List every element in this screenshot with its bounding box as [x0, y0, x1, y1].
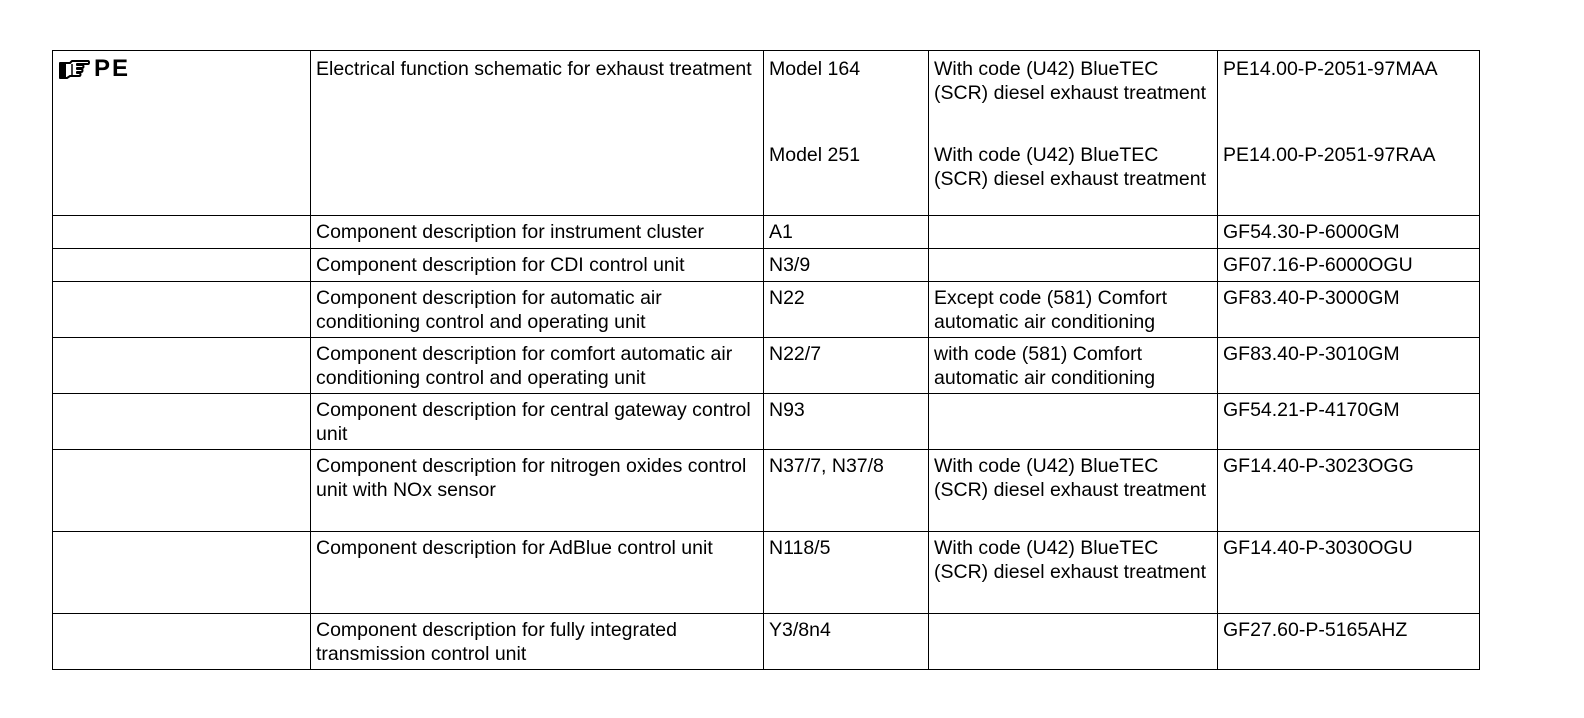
reference-cell	[53, 338, 311, 394]
description-cell: Component description for central gateway control unit	[311, 394, 764, 450]
reference-table	[52, 50, 1480, 670]
component-cell: N118/5	[764, 532, 929, 614]
component-cell: Model 164	[764, 51, 929, 139]
description-cell: Electrical function schematic for exhaust treatment	[311, 51, 764, 216]
document-cell: GF54.30-P-6000GM	[1218, 216, 1480, 249]
table-row	[53, 216, 1480, 249]
condition-cell	[929, 394, 1218, 450]
component-cell: N93	[764, 394, 929, 450]
document-cell: PE14.00-P-2051-97RAA	[1218, 139, 1480, 216]
component-cell: N37/7, N37/8	[764, 450, 929, 532]
table-row	[53, 394, 1480, 450]
reference-cell	[53, 450, 311, 532]
document-cell: GF27.60-P-5165AHZ	[1218, 614, 1480, 670]
table-row	[53, 532, 1480, 614]
description-cell: Component description for instrument cluster	[311, 216, 764, 249]
condition-cell: With code (U42) BlueTEC (SCR) diesel exhaust treatment	[929, 532, 1218, 614]
pointing-hand-icon	[58, 58, 90, 80]
reference-cell	[53, 51, 311, 216]
condition-cell: with code (581) Comfort automatic air conditioning	[929, 338, 1218, 394]
description-cell: Component description for AdBlue control unit	[311, 532, 764, 614]
document-cell: GF14.40-P-3030OGU	[1218, 532, 1480, 614]
document-cell: GF83.40-P-3000GM	[1218, 282, 1480, 338]
component-cell: A1	[764, 216, 929, 249]
condition-cell: With code (U42) BlueTEC (SCR) diesel exhaust treatment	[929, 139, 1218, 216]
reference-marker	[58, 55, 130, 83]
component-cell: Model 251	[764, 139, 929, 216]
table-row	[53, 51, 1480, 139]
document-cell: PE14.00-P-2051-97MAA	[1218, 51, 1480, 139]
table-row	[53, 450, 1480, 532]
condition-cell: With code (U42) BlueTEC (SCR) diesel exhaust treatment	[929, 51, 1218, 139]
condition-cell	[929, 216, 1218, 249]
component-cell: N22	[764, 282, 929, 338]
reference-cell	[53, 216, 311, 249]
reference-cell	[53, 532, 311, 614]
document-cell: GF83.40-P-3010GM	[1218, 338, 1480, 394]
reference-cell	[53, 394, 311, 450]
document-cell: GF54.21-P-4170GM	[1218, 394, 1480, 450]
table-row	[53, 614, 1480, 670]
condition-cell: With code (U42) BlueTEC (SCR) diesel exhaust treatment	[929, 450, 1218, 532]
table-row	[53, 282, 1480, 338]
description-cell: Component description for nitrogen oxides control unit with NOx sensor	[311, 450, 764, 532]
description-cell: Component description for CDI control unit	[311, 249, 764, 282]
document-cell: GF14.40-P-3023OGG	[1218, 450, 1480, 532]
component-cell: N22/7	[764, 338, 929, 394]
table-row	[53, 249, 1480, 282]
condition-cell	[929, 249, 1218, 282]
reference-cell	[53, 282, 311, 338]
description-cell: Component description for automatic air conditioning control and operating unit	[311, 282, 764, 338]
document-cell: GF07.16-P-6000OGU	[1218, 249, 1480, 282]
component-cell: N3/9	[764, 249, 929, 282]
condition-cell: Except code (581) Comfort automatic air conditioning	[929, 282, 1218, 338]
reference-cell	[53, 249, 311, 282]
description-cell: Component description for comfort automatic air conditioning control and operating unit	[311, 338, 764, 394]
component-cell: Y3/8n4	[764, 614, 929, 670]
description-cell: Component description for fully integrated transmission control unit	[311, 614, 764, 670]
reference-label: PE	[94, 55, 131, 82]
reference-cell	[53, 614, 311, 670]
table-row	[53, 338, 1480, 394]
condition-cell	[929, 614, 1218, 670]
